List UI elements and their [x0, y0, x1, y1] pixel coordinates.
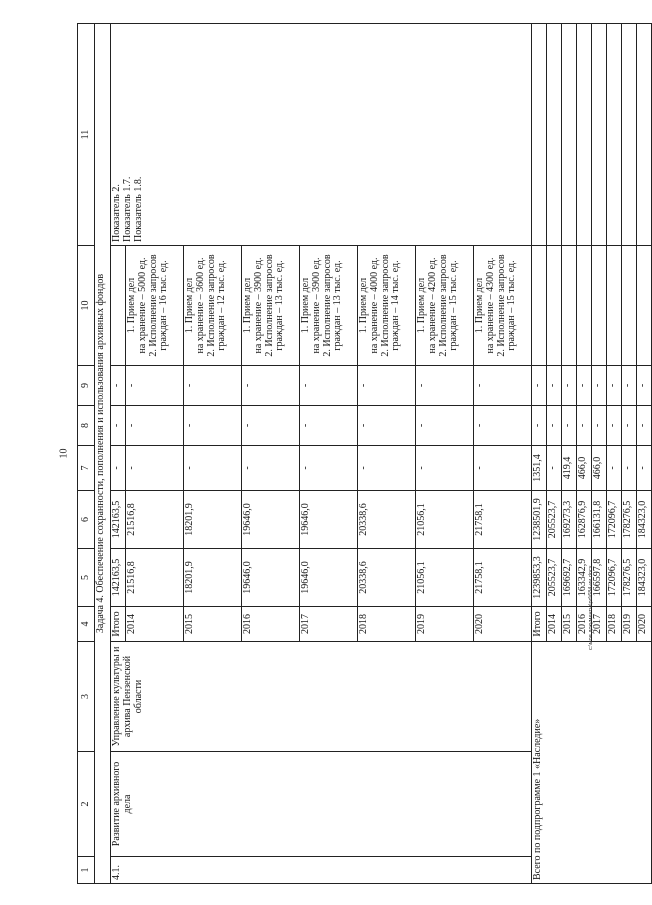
- amount-other: -: [126, 366, 184, 406]
- amount-total: 166597,8: [592, 549, 607, 607]
- amount-regional: 1238501,9: [532, 491, 547, 549]
- year-cell: 2019: [416, 607, 474, 642]
- result-line: 2. Исполнение запросов: [321, 254, 333, 357]
- result-line: 2. Исполнение запросов: [437, 254, 449, 357]
- indicator-line: Показатель 1.8.: [132, 176, 144, 242]
- amount-federal: -: [547, 446, 562, 491]
- amount-federal: 1351,4: [532, 446, 547, 491]
- result-line: 1. Прием дел: [474, 277, 485, 334]
- year-cell: 2018: [607, 607, 622, 642]
- amount-local: -: [637, 406, 652, 446]
- expected-results: [300, 246, 358, 366]
- amount-local: -: [300, 406, 358, 446]
- amount-local: -: [358, 406, 416, 446]
- expected-results: [184, 246, 242, 366]
- amount-federal: 466,0: [592, 446, 607, 491]
- task-row: [95, 24, 111, 884]
- result-line: 1. Прием дел: [300, 277, 311, 334]
- result-line: 1. Прием дел: [416, 277, 427, 334]
- amount-federal: -: [126, 446, 184, 491]
- year-cell: 2017: [592, 607, 607, 642]
- amount-total: 178276,5: [622, 549, 637, 607]
- result-line: 1. Прием дел: [126, 277, 137, 334]
- year-cell: 2020: [474, 607, 532, 642]
- empty-cell: [562, 24, 577, 246]
- empty-cell: [547, 246, 562, 366]
- result-line: 1. Прием дел: [242, 277, 253, 334]
- amount-regional: 205523,7: [547, 491, 562, 549]
- year-cell: 2014: [547, 607, 562, 642]
- amount-federal: 466,0: [577, 446, 592, 491]
- year-cell: 2018: [358, 607, 416, 642]
- amount-total: 142163,5: [111, 549, 126, 607]
- amount-total: 21758,1: [474, 549, 532, 607]
- amount-regional: 19646,0: [300, 491, 358, 549]
- result-line: на хранение – 3900 ед.: [310, 257, 322, 354]
- empty-cell: [532, 246, 547, 366]
- amount-regional: 142163,5: [111, 491, 126, 549]
- amount-local: -: [416, 406, 474, 446]
- amount-other: -: [184, 366, 242, 406]
- amount-total: 21056,1: [416, 549, 474, 607]
- amount-other: -: [592, 366, 607, 406]
- amount-local: -: [622, 406, 637, 446]
- amount-other: -: [547, 366, 562, 406]
- amount-other: -: [111, 366, 126, 406]
- amount-other: -: [622, 366, 637, 406]
- amount-total: 21516,8: [126, 549, 184, 607]
- column-number: 7: [78, 446, 95, 491]
- empty-cell: [607, 24, 622, 246]
- amount-local: -: [562, 406, 577, 446]
- result-line: на хранение – 5000 ед.: [136, 257, 148, 354]
- amount-total: 172096,7: [607, 549, 622, 607]
- result-line: граждан – 13 тыс. ед.: [332, 260, 344, 351]
- amount-federal: -: [358, 446, 416, 491]
- amount-regional: 18201,9: [184, 491, 242, 549]
- amount-regional: 169273,3: [562, 491, 577, 549]
- amount-other: -: [300, 366, 358, 406]
- result-line: 2. Исполнение запросов: [147, 254, 159, 357]
- amount-regional: 178276,5: [622, 491, 637, 549]
- year-cell: Итого: [111, 607, 126, 642]
- amount-other: -: [358, 366, 416, 406]
- result-line: граждан – 16 тыс. ед.: [158, 260, 170, 351]
- amount-total: 18201,9: [184, 549, 242, 607]
- amount-federal: -: [184, 446, 242, 491]
- column-number: 11: [78, 24, 95, 246]
- empty-cell: [637, 24, 652, 246]
- amount-local: -: [607, 406, 622, 446]
- empty-cell: [607, 246, 622, 366]
- year-cell: 2017: [300, 607, 358, 642]
- amount-regional: 166131,8: [592, 491, 607, 549]
- amount-other: -: [242, 366, 300, 406]
- executor: Управление культуры и архива Пензенской области: [111, 642, 532, 752]
- amount-local: -: [126, 406, 184, 446]
- amount-total: 19646,0: [242, 549, 300, 607]
- amount-regional: 172096,7: [607, 491, 622, 549]
- amount-other: -: [577, 366, 592, 406]
- result-line: на хранение – 4300 ед.: [484, 257, 496, 354]
- column-number: 1: [78, 857, 95, 884]
- empty-cell: [622, 24, 637, 246]
- year-cell: 2016: [577, 607, 592, 642]
- row-number: 4.1.: [111, 857, 532, 884]
- amount-other: -: [416, 366, 474, 406]
- empty-cell: [577, 246, 592, 366]
- result-line: 1. Прием дел: [184, 277, 195, 334]
- indicator-line: Показатель 2.: [111, 184, 122, 242]
- amount-regional: 162876,9: [577, 491, 592, 549]
- page-number: 10: [58, 448, 70, 459]
- empty-cell: [562, 246, 577, 366]
- expected-results: [242, 246, 300, 366]
- total-row: [532, 24, 547, 884]
- footer-file-path: c:\мои документы\pd\684-ии.docx: [588, 565, 594, 650]
- expected-results: [126, 246, 184, 366]
- year-cell: 2020: [637, 607, 652, 642]
- column-number-row: [78, 24, 95, 884]
- column-number: 6: [78, 491, 95, 549]
- empty-cell: [592, 246, 607, 366]
- amount-federal: -: [622, 446, 637, 491]
- result-line: на хранение – 4200 ед.: [426, 257, 438, 354]
- amount-federal: -: [416, 446, 474, 491]
- amount-total: 1239853,3: [532, 549, 547, 607]
- amount-regional: 21516,8: [126, 491, 184, 549]
- column-number: 2: [78, 752, 95, 857]
- result-line: граждан – 14 тыс. ед.: [390, 260, 402, 351]
- year-cell: Итого: [532, 607, 547, 642]
- amount-other: -: [562, 366, 577, 406]
- amount-regional: 21056,1: [416, 491, 474, 549]
- amount-other: -: [532, 366, 547, 406]
- amount-federal: -: [300, 446, 358, 491]
- column-number: 8: [78, 406, 95, 446]
- amount-federal: -: [474, 446, 532, 491]
- result-line: граждан – 13 тыс. ед.: [274, 260, 286, 351]
- column-number: 3: [78, 642, 95, 752]
- result-line: 1. Прием дел: [358, 277, 369, 334]
- program-table: [77, 23, 652, 884]
- task-title: Задача 4. Обеспечение сохранности, пополнения и использования архивных фондов: [95, 24, 111, 884]
- amount-federal: -: [607, 446, 622, 491]
- amount-federal: -: [242, 446, 300, 491]
- amount-regional: 184323,0: [637, 491, 652, 549]
- amount-other: -: [474, 366, 532, 406]
- column-number: 10: [78, 246, 95, 366]
- amount-other: -: [607, 366, 622, 406]
- empty-cell: [532, 24, 547, 246]
- expected-results: [358, 246, 416, 366]
- empty-cell: [592, 24, 607, 246]
- empty-cell: [547, 24, 562, 246]
- result-line: граждан – 15 тыс. ед.: [448, 260, 460, 351]
- amount-federal: -: [637, 446, 652, 491]
- amount-total: 184323,0: [637, 549, 652, 607]
- expected-results: [111, 246, 126, 366]
- result-line: 2. Исполнение запросов: [379, 254, 391, 357]
- result-line: на хранение – 3900 ед.: [252, 257, 264, 354]
- amount-other: -: [637, 366, 652, 406]
- total-label: Всего по подпрограмме 1 «Наследие»: [532, 642, 652, 884]
- expected-results: [474, 246, 532, 366]
- indicator-line: Показатель 1.7.: [121, 176, 133, 242]
- amount-total: 19646,0: [300, 549, 358, 607]
- amount-total: 205523,7: [547, 549, 562, 607]
- activity-name: Развитие архивного дела: [111, 752, 532, 857]
- year-cell: 2019: [622, 607, 637, 642]
- result-line: 2. Исполнение запросов: [495, 254, 507, 357]
- amount-local: -: [242, 406, 300, 446]
- result-line: 2. Исполнение запросов: [205, 254, 217, 357]
- result-line: граждан – 15 тыс. ед.: [506, 260, 518, 351]
- year-cell: 2015: [562, 607, 577, 642]
- amount-regional: 19646,0: [242, 491, 300, 549]
- amount-total: 20338,6: [358, 549, 416, 607]
- column-number: 5: [78, 549, 95, 607]
- amount-local: -: [592, 406, 607, 446]
- empty-cell: [622, 246, 637, 366]
- amount-local: -: [532, 406, 547, 446]
- amount-regional: 21758,1: [474, 491, 532, 549]
- amount-local: -: [184, 406, 242, 446]
- result-line: граждан – 12 тыс. ед.: [216, 260, 228, 351]
- column-number: 9: [78, 366, 95, 406]
- amount-total: 169692,7: [562, 549, 577, 607]
- amount-local: -: [474, 406, 532, 446]
- amount-federal: -: [111, 446, 126, 491]
- year-cell: 2016: [242, 607, 300, 642]
- amount-total: 163342,9: [577, 549, 592, 607]
- amount-local: -: [577, 406, 592, 446]
- column-number: 4: [78, 607, 95, 642]
- table-row: [111, 24, 126, 884]
- amount-regional: 20338,6: [358, 491, 416, 549]
- empty-cell: [637, 246, 652, 366]
- empty-cell: [577, 24, 592, 246]
- expected-results: [416, 246, 474, 366]
- amount-federal: 419,4: [562, 446, 577, 491]
- amount-local: -: [547, 406, 562, 446]
- result-line: 2. Исполнение запросов: [263, 254, 275, 357]
- year-cell: 2015: [184, 607, 242, 642]
- year-cell: 2014: [126, 607, 184, 642]
- indicators: [111, 24, 532, 246]
- result-line: на хранение – 4000 ед.: [368, 257, 380, 354]
- result-line: на хранение – 3600 ед.: [194, 257, 206, 354]
- amount-local: -: [111, 406, 126, 446]
